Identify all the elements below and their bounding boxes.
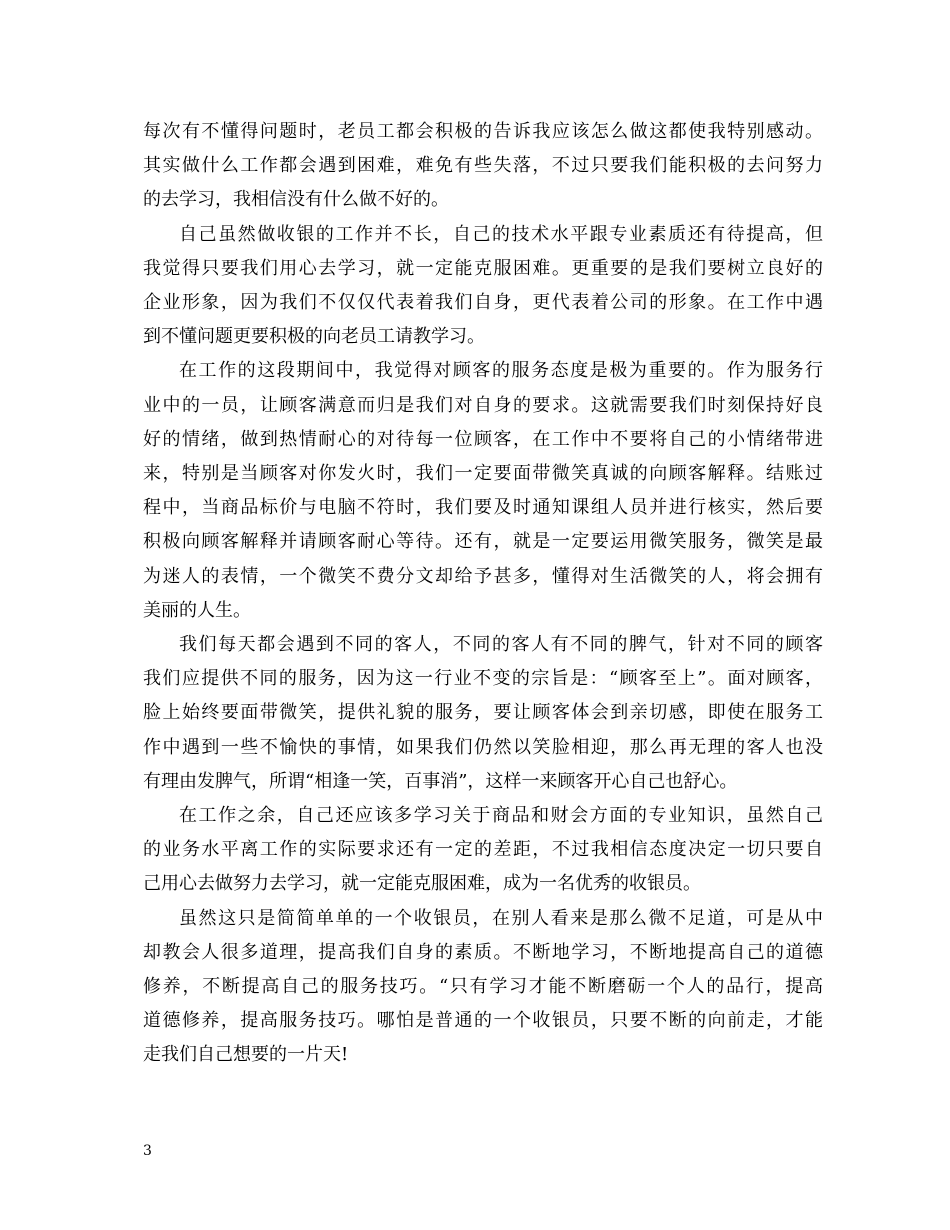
text-line: 每次有不懂得问题时，老员工都会积极的告诉我应该怎么做这都使我特别感动。 bbox=[143, 121, 823, 142]
text-line: 修养，不断提高自己的服务技巧。“只有学习才能不断磨砺一个人的品行，提高 bbox=[143, 976, 823, 997]
page-number: 3 bbox=[143, 1143, 152, 1159]
paragraph-first-line: 在工作的这段期间中，我觉得对顾客的服务态度是极为重要的。作为服务行 bbox=[179, 360, 823, 382]
text-line: 我觉得只要我们用心去学习，就一定能克服困难。更重要的是我们要树立良好的 bbox=[143, 257, 823, 279]
text-line: 的业务水平离工作的实际要求还有一定的差距，不过我相信态度决定一切只要自 bbox=[143, 839, 823, 861]
text-line: 业中的一员，让顾客满意而归是我们对自身的要求。这就需要我们时刻保持好良 bbox=[143, 394, 823, 416]
paragraph-first-line: 在工作之余，自己还应该多学习关于商品和财会方面的专业知识，虽然自己 bbox=[179, 805, 823, 826]
text-line: 积极向顾客解释并请顾客耐心等待。还有，就是一定要运用微笑服务，微笑是最 bbox=[143, 531, 823, 553]
text-line: 却教会人很多道理，提高我们自身的素质。不断地学习，不断地提高自己的道德 bbox=[143, 941, 823, 963]
text-line: 企业形象，因为我们不仅仅代表着我们自身，更代表着公司的形象。在工作中遇 bbox=[143, 292, 823, 313]
paragraph-first-line: 我们每天都会遇到不同的客人，不同的客人有不同的脾气，针对不同的顾客 bbox=[179, 634, 823, 655]
paragraph-first-line: 自己虽然做收银的工作并不长，自己的技术水平跟专业素质还有待提高，但 bbox=[179, 223, 823, 245]
text-line: 到不懂问题更要积极的向老员工请教学习。 bbox=[143, 326, 485, 348]
text-line: 其实做什么工作都会遇到困难，难免有些失落，不过只要我们能积极的去问努力 bbox=[143, 155, 823, 177]
text-line: 为迷人的表情，一个微笑不费分文却给予甚多，懂得对生活微笑的人，将会拥有 bbox=[143, 565, 823, 587]
text-line: 有理由发脾气，所谓“相逢一笑，百事消”，这样一来顾客开心自己也舒心。 bbox=[143, 770, 738, 792]
text-line: 来，特别是当顾客对你发火时，我们一定要面带微笑真诚的向顾客解释。结账过 bbox=[143, 463, 823, 484]
text-line: 脸上始终要面带微笑，提供礼貌的服务，要让顾客体会到亲切感，即使在服务工 bbox=[143, 702, 823, 724]
text-line: 走我们自己想要的一片天! bbox=[143, 1044, 349, 1066]
text-line: 己用心去做努力去学习，就一定能克服困难，成为一名优秀的收银员。 bbox=[143, 873, 701, 895]
paragraph-first-line: 虽然这只是简简单单的一个收银员，在别人看来是那么微不足道，可是从中 bbox=[179, 907, 823, 929]
text-line: 美丽的人生。 bbox=[143, 599, 251, 621]
text-line: 道德修养，提高服务技巧。哪怕是普通的一个收银员，只要不断的向前走，才能 bbox=[143, 1010, 823, 1032]
text-line: 我们应提供不同的服务，因为这一行业不变的宗旨是：“顾客至上”。面对顾客， bbox=[143, 668, 823, 690]
text-line: 的去学习，我相信没有什么做不好的。 bbox=[143, 189, 449, 211]
text-line: 好的情绪，做到热情耐心的对待每一位顾客，在工作中不要将自己的小情绪带进 bbox=[143, 428, 823, 450]
text-line: 作中遇到一些不愉快的事情，如果我们仍然以笑脸相迎，那么再无理的客人也没 bbox=[143, 736, 823, 758]
text-line: 程中，当商品标价与电脑不符时，我们要及时通知课组人员并进行核实，然后要 bbox=[143, 497, 823, 519]
